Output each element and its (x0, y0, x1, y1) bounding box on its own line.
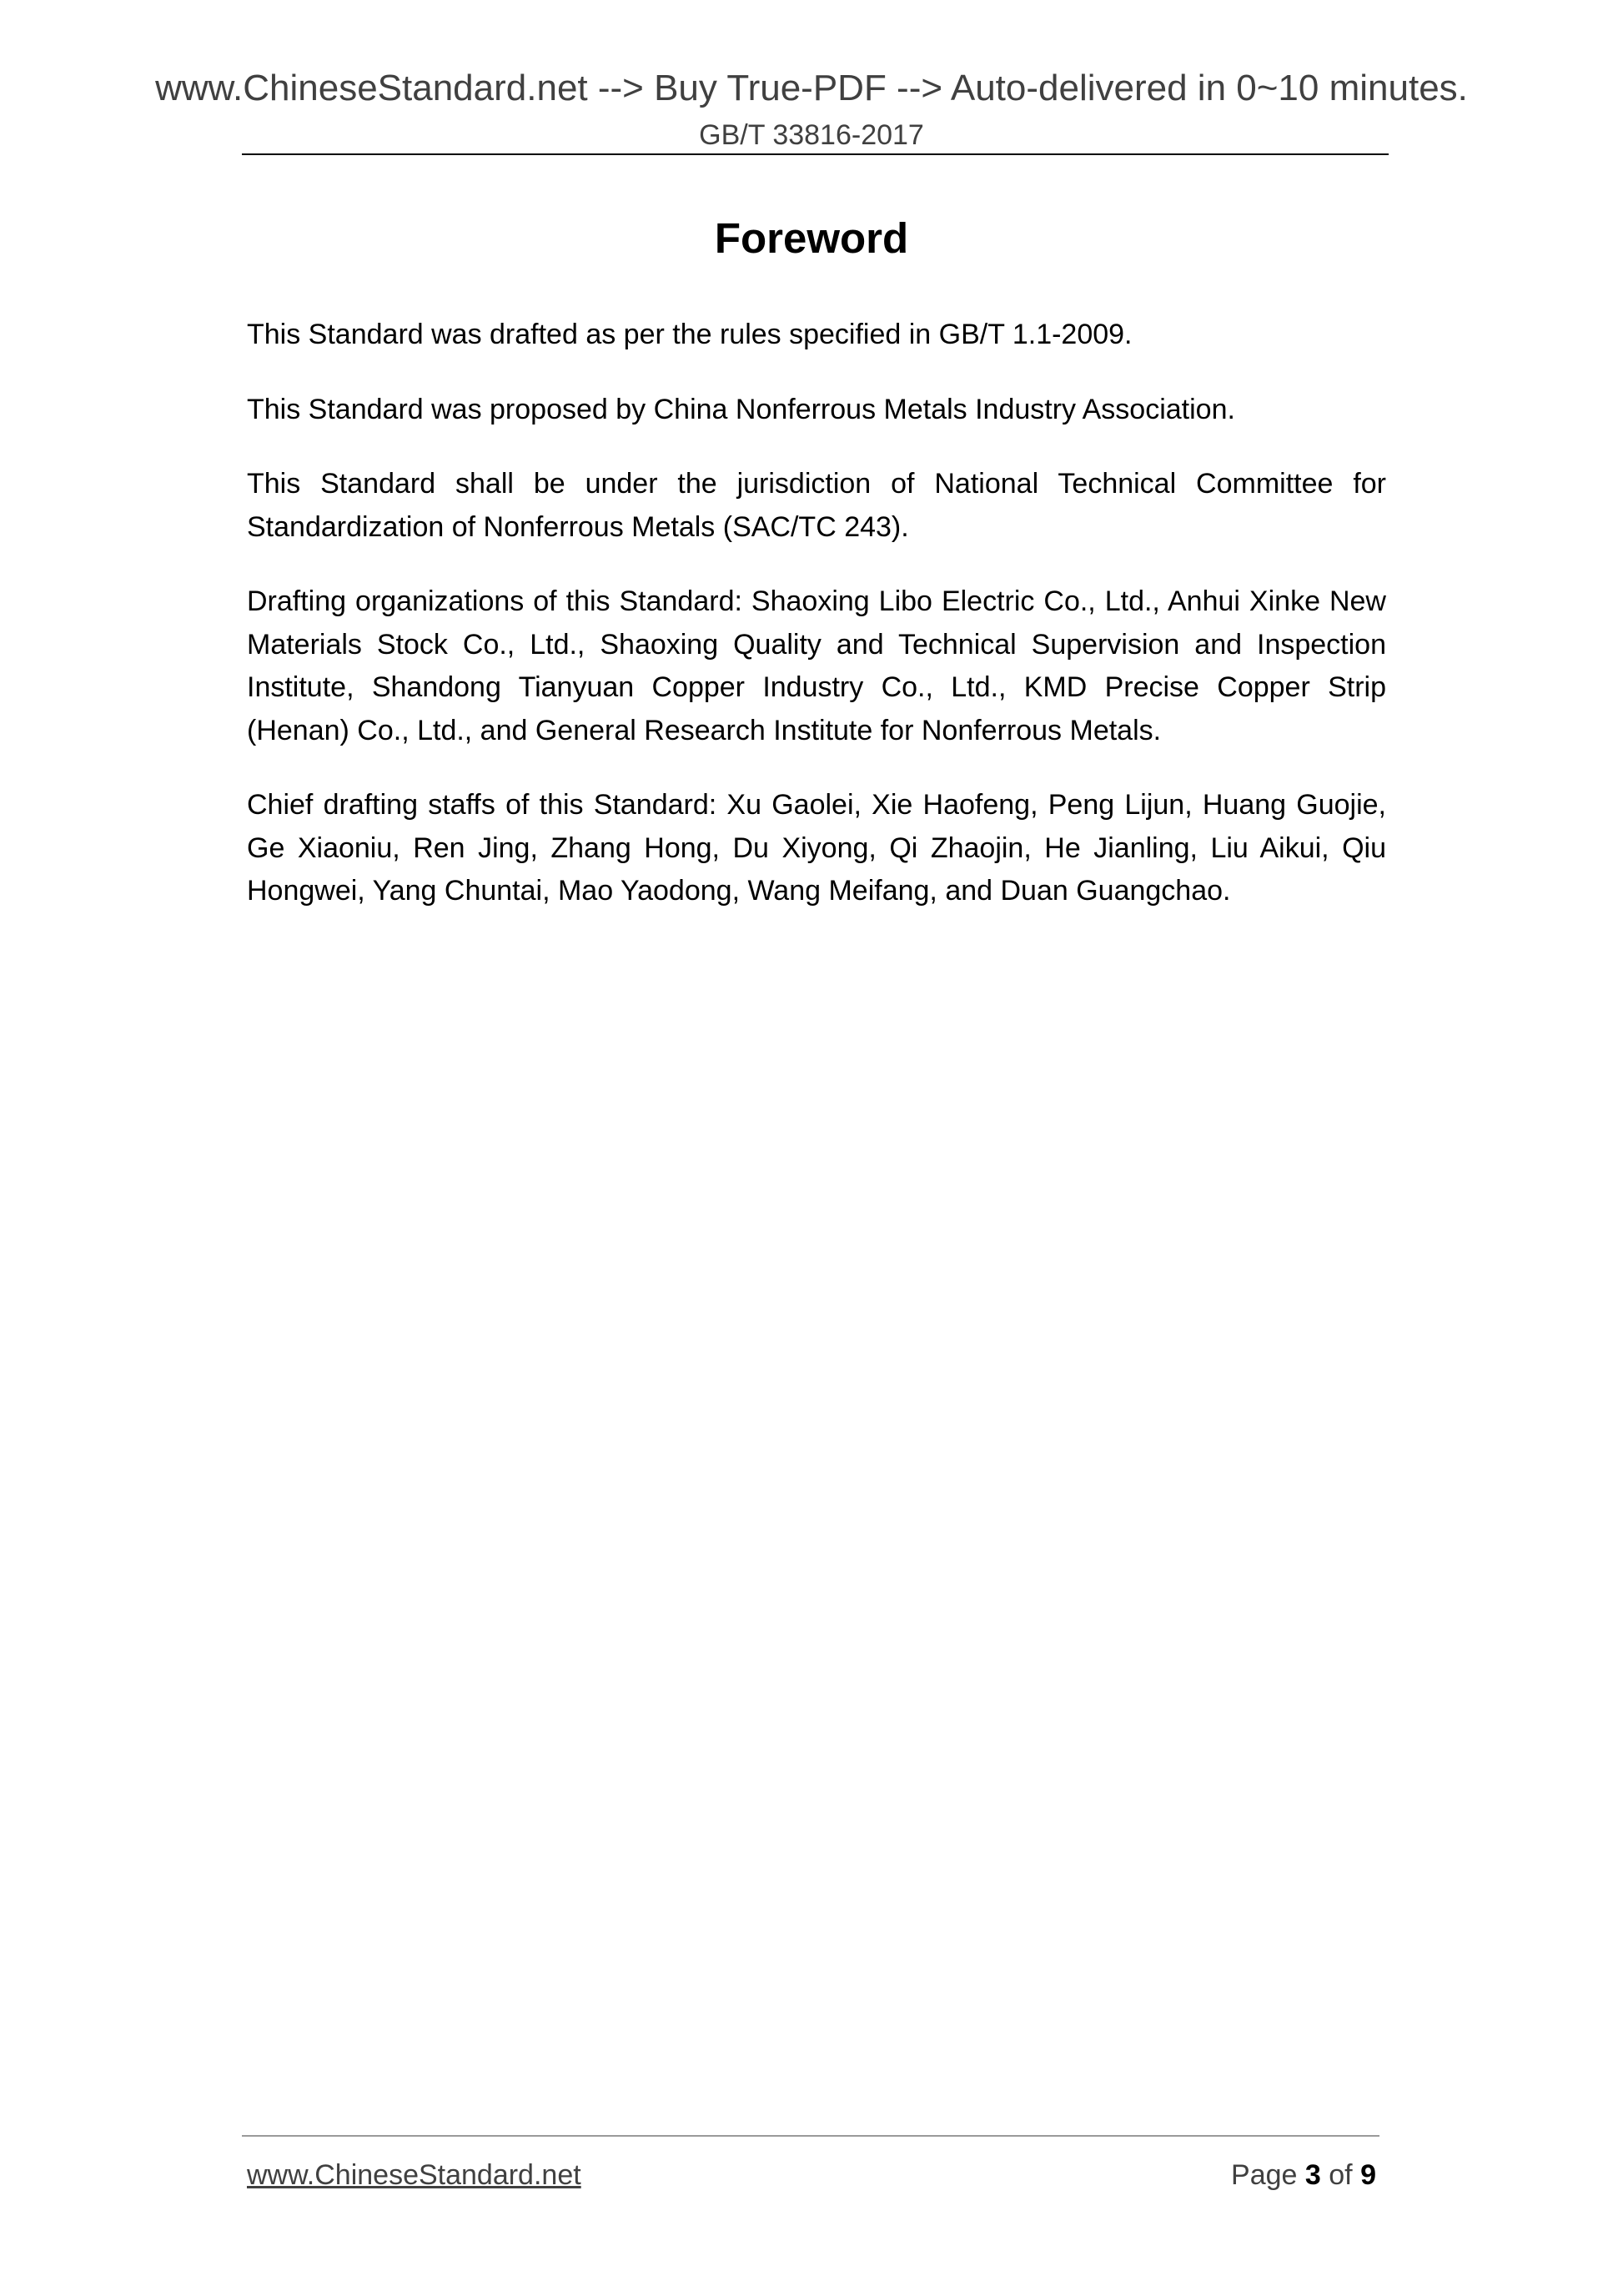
footer-divider (242, 2135, 1379, 2137)
page-of: of (1329, 2159, 1353, 2191)
header-divider (242, 153, 1389, 155)
header-banner: www.ChineseStandard.net --> Buy True-PDF --> Auto-delivered in 0~10 minutes. (155, 68, 1468, 108)
page-prefix: Page (1231, 2159, 1298, 2191)
paragraph-drafting-organizations: Drafting organizations of this Standard: Shaoxing Libo Electric Co., Ltd., Anhui Xinke New Materials Stock Co., Ltd., Shaoxing Quality and Technical Supervision and Inspection Institute, Shandong Tianyuan Copper Industry Co., Ltd., KMD Precise Copper Strip (Henan) Co., Ltd., and General Research Institute for Nonferrous Metals. (247, 585, 1386, 746)
paragraph-drafting-rules: This Standard was drafted as per the rules specified in GB/T 1.1-2009. (247, 319, 1133, 350)
paragraph-drafting-staff: Chief drafting staffs of this Standard: Xu Gaolei, Xie Haofeng, Peng Lijun, Huang Guojie, Ge Xiaoniu, Ren Jing, Zhang Hong, Du Xiyong, Qi Zhaojin, He Jianling, Liu Aikui, Qiu Hongwei, Yang Chuntai, Mao Yaodong, Wang Meifang, and Duan Guangchao. (247, 789, 1386, 907)
foreword-body (247, 314, 1386, 945)
paragraph-proposer: This Standard was proposed by China Nonferrous Metals Industry Association. (247, 393, 1235, 425)
footer-website-link[interactable]: www.ChineseStandard.net (247, 2159, 581, 2191)
document-code: GB/T 33816-2017 (699, 119, 924, 151)
paragraph-jurisdiction: This Standard shall be under the jurisdiction of National Technical Committee for Standardization of Nonferrous Metals (SAC/TC 243). (247, 468, 1386, 543)
page-number (1231, 2157, 1376, 2193)
page-total: 9 (1360, 2159, 1376, 2191)
page-current: 3 (1304, 2159, 1321, 2191)
page-title: Foreword (714, 214, 909, 262)
